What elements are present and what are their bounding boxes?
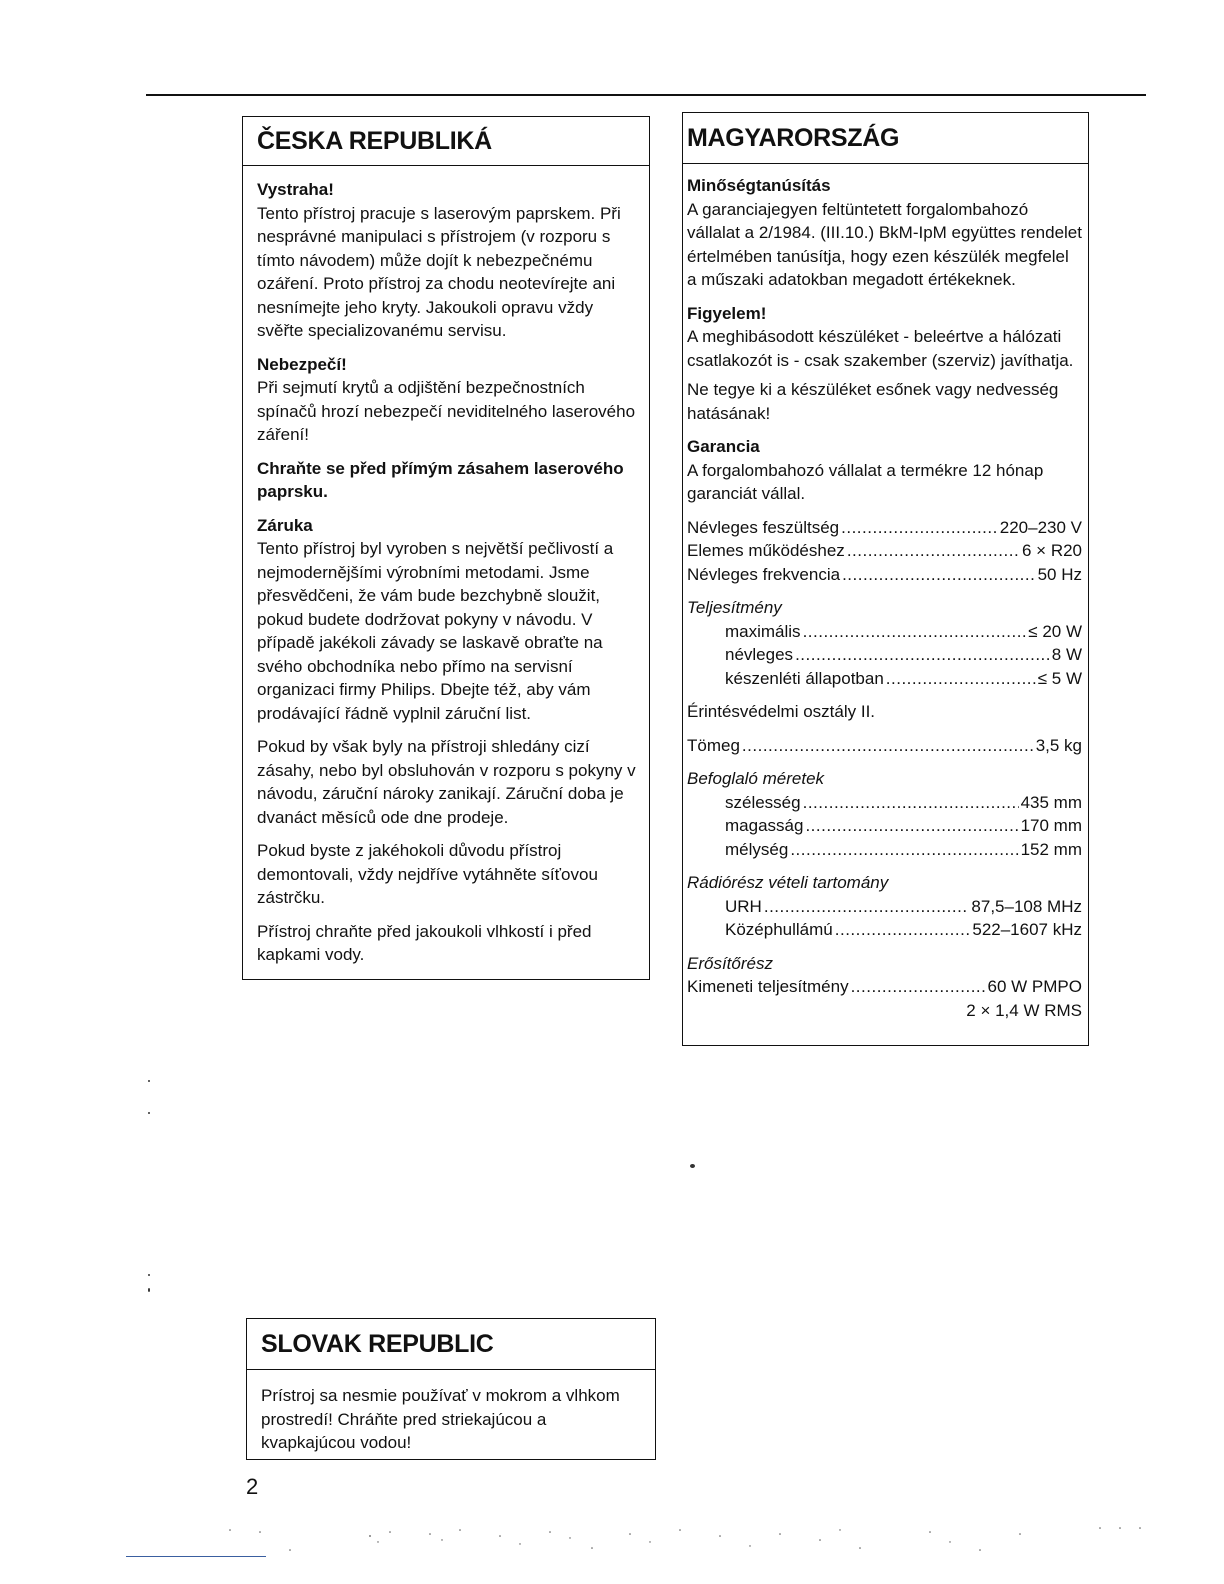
- hungary-quality-heading: Minőségtanúsítás: [687, 176, 831, 195]
- czech-danger-heading: Nebezpečí!: [257, 354, 347, 374]
- spec-label: készenléti állapotban: [725, 668, 884, 688]
- page-number: 2: [246, 1474, 259, 1499]
- spec-row: [687, 814, 1082, 838]
- hungary-body: [683, 164, 1088, 1026]
- spec-label: Tömeg: [687, 735, 740, 755]
- spec-row: [687, 516, 1082, 540]
- spec-row: [687, 563, 1082, 587]
- czech-warranty-text3: Pokud byste z jakéhokoli důvodu přístroj demontovali, vždy nejdříve vytáhněte síťovou zástrčku.: [257, 841, 598, 907]
- spec-label: maximális: [725, 621, 801, 641]
- spec-row: [687, 838, 1082, 862]
- amp-heading: Erősítőrész: [687, 953, 773, 973]
- spec-row: [687, 620, 1082, 644]
- czech-protect-text: Chraňte se před přímým zásahem laserového paprsku.: [257, 458, 624, 501]
- czech-body: [243, 166, 649, 983]
- hungary-section: [682, 112, 1089, 1046]
- radio-heading: Rádiórész vételi tartomány: [687, 873, 889, 892]
- slovak-text: Prístroj sa nesmie používať v mokrom a vlhkom prostredí! Chráňte pred striekajúcou a kvapkajúcou vodou!: [261, 1386, 620, 1452]
- scan-speck: [690, 1164, 695, 1168]
- spec-label: szélesség: [725, 792, 801, 812]
- scan-speck: [148, 1288, 150, 1292]
- hungary-attention-heading: Figyelem!: [687, 303, 767, 323]
- spec-label: Középhullámú: [725, 920, 833, 939]
- spec-value: 220–230 V: [999, 517, 1082, 537]
- spec-value: 8 W: [1051, 645, 1082, 664]
- spec-value: ≤ 5 W: [1037, 668, 1082, 688]
- slovak-section: [246, 1318, 656, 1460]
- czech-section: [242, 116, 650, 980]
- protection-class: Érintésvédelmi osztály II.: [687, 702, 876, 721]
- specs-main: [687, 516, 1082, 587]
- spec-value: 435 mm: [1020, 792, 1082, 812]
- czech-warranty-text4: Přístroj chraňte před jakoukoli vlhkostí i před kapkami vody.: [257, 921, 592, 964]
- spec-row: [687, 539, 1082, 563]
- spec-value: 522–1607 kHz: [972, 920, 1082, 939]
- spec-value: 6 × R20: [1021, 541, 1082, 560]
- spec-label: névleges: [725, 645, 794, 664]
- spec-row: [687, 918, 1082, 942]
- hungary-attention-text1: A meghibásodott készüléket - beleértve a hálózati csatlakozót is - csak szakember (szerviz) javíthatja.: [687, 327, 1074, 370]
- spec-value: 50 Hz: [1037, 564, 1082, 584]
- spec-label: magasság: [725, 816, 804, 835]
- spec-label: Elemes működéshez: [687, 541, 845, 560]
- hungary-guarantee-text: A forgalombahozó vállalat a termékre 12 hónap garanciát vállal.: [687, 460, 1044, 503]
- czech-warranty-text2: Pokud by však byly na přístroji shledány cizí zásahy, nebo byl obsluhován v rozporu s pokyny v návodu, záruční nároky zanikají. Záruční doba je dvanáct měsíců ode dne prodeje.: [257, 737, 636, 827]
- spec-row: [687, 791, 1082, 815]
- amp-value-rms: 2 × 1,4 W RMS: [966, 1000, 1082, 1020]
- slovak-title: SLOVAK REPUBLIC: [247, 1319, 655, 1370]
- spec-row: [687, 734, 1082, 758]
- spec-row: [687, 643, 1082, 667]
- spec-value: 170 mm: [1020, 816, 1082, 835]
- power-heading: Teljesítmény: [687, 598, 782, 617]
- top-rule: [146, 94, 1146, 96]
- czech-warranty-text1: Tento přístroj byl vyroben s největší pečlivostí a nejmodernějšími výrobními metodami. Jsme přesvědčeni, že vám bude bezchybně sloužit, pokud budete dodržovat pokyny v návodu. V případě jakékoli závady se laskavě obraťte na svého obchodníka nebo přímo na servisní organizaci firmy Philips. Dbejte též, aby vám prodávající řádně vyplnil záruční list.: [257, 539, 614, 723]
- spec-value: 87,5–108 MHz: [971, 896, 1082, 916]
- hungary-title: MAGYARORSZÁG: [683, 113, 1088, 164]
- spec-label: mélység: [725, 839, 789, 859]
- scan-speck: [148, 1274, 150, 1276]
- scan-noise: [220, 1524, 1160, 1564]
- czech-title: ČESKA REPUBLIKÁ: [243, 117, 649, 166]
- hungary-quality-text: A garanciajegyen feltüntetett forgalombahozó vállalat a 2/1984. (III.10.) BkM-IpM együttes rendelet értelmében tanúsítja, hogy ezen készülék megfelel a műszaki adatokban megadott értékeknek.: [687, 199, 1082, 289]
- scan-speck: [148, 1080, 150, 1082]
- czech-danger-text: Při sejmutí krytů a odjištění bezpečnostních spínačů hrozí nebezpečí neviditelného laserového záření!: [257, 378, 636, 444]
- spec-label: Névleges frekvencia: [687, 564, 841, 584]
- spec-value: ≤ 20 W: [1028, 621, 1082, 641]
- spec-row: [687, 895, 1082, 919]
- spec-label: Kimeneti teljesítmény: [687, 977, 849, 996]
- spec-value: 60 W PMPO: [987, 977, 1082, 996]
- spec-value: 3,5 kg: [1035, 735, 1082, 755]
- hungary-attention-text2: Ne tegye ki a készüléket esőnek vagy nedvesség hatásának!: [687, 380, 1059, 423]
- spec-row: [687, 975, 1082, 999]
- hungary-guarantee-heading: Garancia: [687, 437, 760, 456]
- scan-speck: [148, 1112, 150, 1114]
- czech-warning-heading: Vystraha!: [257, 180, 334, 199]
- spec-label: Névleges feszültség: [687, 517, 840, 537]
- czech-warranty-heading: Záruka: [257, 515, 313, 535]
- dimensions-heading: Befoglaló méretek: [687, 769, 825, 788]
- spec-row: [687, 667, 1082, 691]
- czech-warning-text: Tento přístroj pracuje s laserovým paprskem. Při nesprávné manipulaci s přístrojem (v rozporu s tímto návodem) může dojít k nebezpečnému ozáření. Proto přístroj za chodu neotevírejte ani nesnímejte jeho kryty. Jakoukoli opravu vždy svěřte specializovanému servisu.: [257, 203, 621, 340]
- spec-label: URH: [725, 896, 762, 916]
- spec-value: 152 mm: [1020, 839, 1082, 859]
